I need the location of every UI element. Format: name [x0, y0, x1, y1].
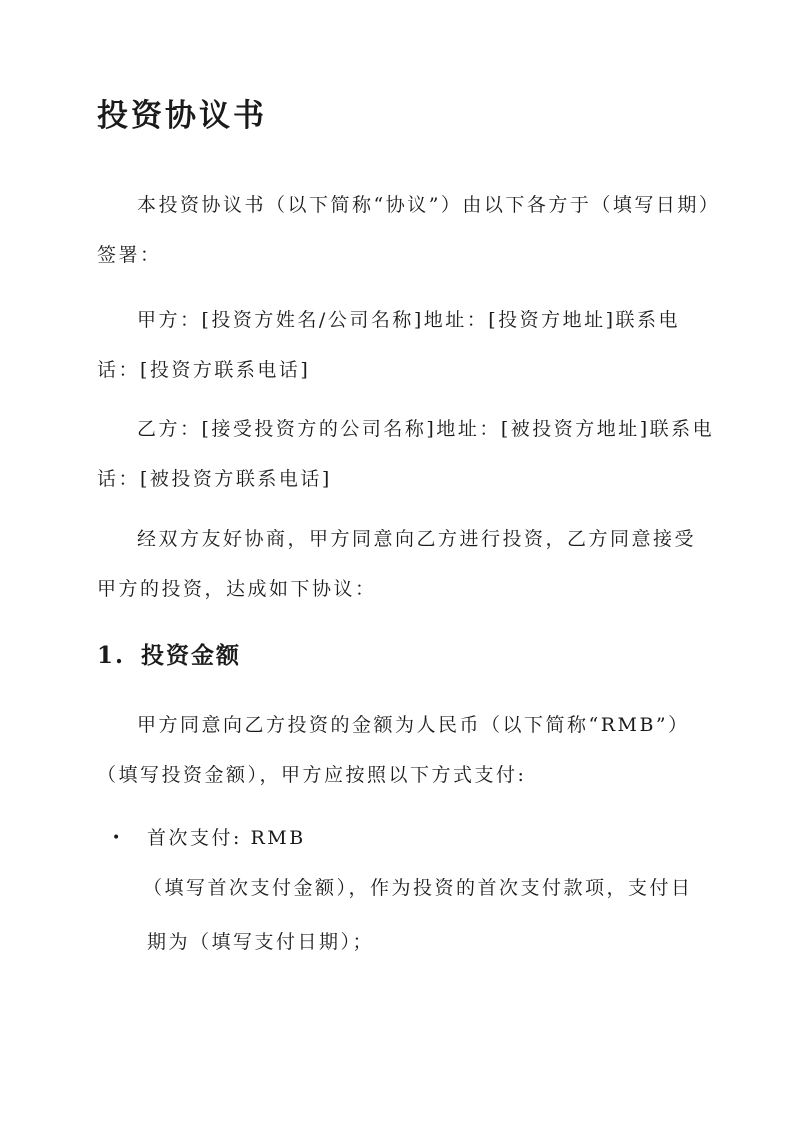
consensus-paragraph: 经双方友好协商，甲方同意向乙方进行投资，乙方同意接受甲方的投资，达成如下协议：: [97, 528, 697, 600]
section-1-title: 投资金额: [141, 642, 241, 669]
bullet-body-text: （填写首次支付金额），作为投资的首次支付款项，支付日期为（填写支付日期）；: [143, 877, 693, 953]
section-1-heading: [97, 636, 241, 676]
party-a-paragraph: 甲方：[投资方姓名/公司名称]地址：[投资方地址]联系电话：[投资方联系电话]: [97, 309, 681, 381]
bullet-dot-icon: •: [112, 830, 121, 846]
bullet-head-text: 首次支付: RMB: [147, 827, 306, 849]
intro-paragraph: 本投资协议书（以下简称“协议”）由以下各方于（填写日期）签署：: [97, 194, 711, 266]
section-1-paragraph: 甲方同意向乙方投资的金额为人民币（以下简称“RMB”）（填写投资金额），甲方应按照以下方式支付:: [97, 714, 690, 786]
party-b-paragraph: 乙方：[接受投资方的公司名称]地址：[被投资方地址]联系电话：[被投资方联系电话]: [97, 418, 715, 490]
document-title: 投资协议书: [97, 98, 267, 134]
section-1-number: 1.: [97, 642, 126, 669]
